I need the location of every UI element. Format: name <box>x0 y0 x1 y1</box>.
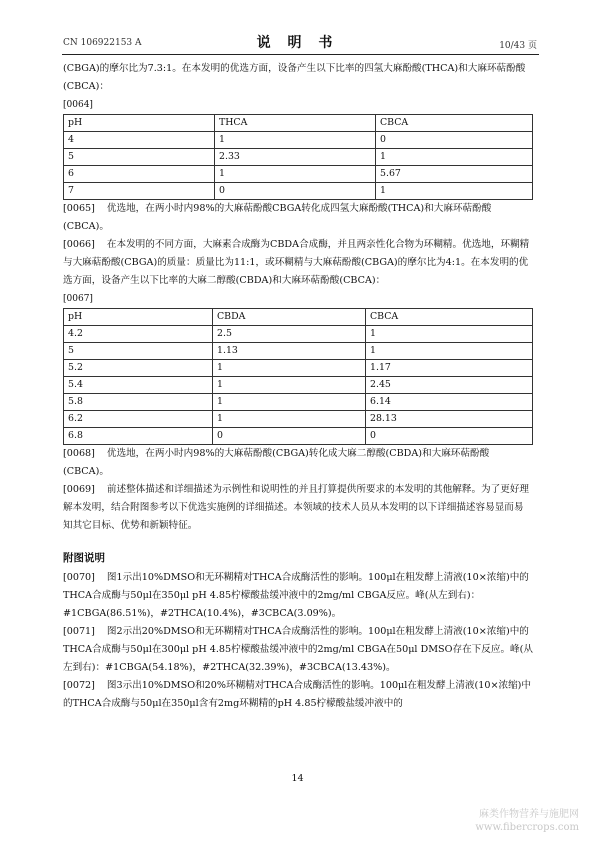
table-row <box>64 132 533 149</box>
table-row <box>64 166 533 183</box>
paragraph-text: 图2示出20%DMSO和无环糊精对THCA合成酶活性的影响。100μl在粗发酵上清液(10×浓缩)中的THCA合成酶与50μl在300μl pH 4.85柠檬酸盐缓冲液中的2mg/ml CBGA在50μl DMSO存在下反应。峰(从左到右)：#1CBGA(54.18%)，#2THCA(32.39%)，#3CBCA(13.43%)。 <box>63 626 533 673</box>
table-cell: 28.13 <box>366 411 533 428</box>
table-row <box>64 377 533 394</box>
table-cell: 7 <box>64 183 215 200</box>
table-cell: 1.13 <box>213 343 366 360</box>
paragraph-text: 优选地，在两小时内98%的大麻萜酚酸CBGA转化成四氢大麻酚酸(THCA)和大麻环萜酚酸(CBCA)。 <box>63 203 492 232</box>
paragraph-number: [0066] <box>63 239 95 250</box>
table-cell: 1 <box>376 183 533 200</box>
table-cell: 1 <box>366 343 533 360</box>
table-cell: 0 <box>366 428 533 445</box>
paragraph-text: 在本发明的不同方面，大麻素合成酶为CBDA合成酶，并且两亲性化合物为环糊精。优选地，环糊精与大麻萜酚酸(CBGA)的质量：质量比为11:1，或环糊精与大麻萜酚酸(CBGA)的摩尔比为4:1。在本发明的优选方面，设备产生以下比率的大麻二醇酸(CBDA)和大麻环萜酚酸(CBCA)： <box>63 239 530 286</box>
intro-paragraph: (CBGA)的摩尔比为7.3:1。在本发明的优选方面，设备产生以下比率的四氢大麻酚酸(THCA)和大麻环萜酚酸(CBCA)： <box>63 63 526 92</box>
paragraph-text: 图3示出10%DMSO和20%环糊精对THCA合成酶活性的影响。100μl在粗发酵上清液(10×浓缩)中的THCA合成酶与50μl在350μl含有2mg环糊精的pH 4.85柠檬酸盐缓冲液中的 <box>63 680 532 709</box>
table-cell: 1 <box>213 394 366 411</box>
table-header-cell: pH <box>64 309 213 326</box>
table-cell: 5 <box>64 149 215 166</box>
table-cell: 1 <box>213 377 366 394</box>
ratio-table-cbda-cbca <box>63 308 533 445</box>
table-row <box>64 360 533 377</box>
paragraph-number: [0070] <box>63 572 95 583</box>
table-row <box>64 394 533 411</box>
table-cell: 1.17 <box>366 360 533 377</box>
table-cell: 2.5 <box>213 326 366 343</box>
paragraph-0065 <box>63 200 533 236</box>
watermark-line-1: 麻类作物营养与施肥网 <box>479 809 579 820</box>
table-cell: 1 <box>213 411 366 428</box>
paragraph-tag-0067: [0067] <box>63 294 93 304</box>
table-row <box>64 149 533 166</box>
table-header-row <box>64 115 533 132</box>
watermark <box>475 808 579 834</box>
table-cell: 1 <box>213 360 366 377</box>
table-cell: 2.45 <box>366 377 533 394</box>
table-cell: 5 <box>64 343 213 360</box>
ratio-table-thca-cbca <box>63 114 533 200</box>
table-cell: 6.14 <box>366 394 533 411</box>
table-cell: 5.2 <box>64 360 213 377</box>
table-header-cell: CBDA <box>213 309 366 326</box>
table-cell: 5.4 <box>64 377 213 394</box>
paragraph-0070 <box>63 569 533 623</box>
paragraph-0069 <box>63 481 533 535</box>
document-title: 说 明 书 <box>256 35 339 51</box>
table-row <box>64 428 533 445</box>
header-divider <box>62 54 539 55</box>
paragraph-0071 <box>63 623 533 677</box>
paragraph-tag-0064: [0064] <box>63 100 93 110</box>
table-cell: 6.2 <box>64 411 213 428</box>
table-header-row <box>64 309 533 326</box>
table-row <box>64 411 533 428</box>
table-row <box>64 183 533 200</box>
table-cell: 0 <box>213 428 366 445</box>
table-header-cell: THCA <box>215 115 376 132</box>
table-cell: 2.33 <box>215 149 376 166</box>
table-cell: 6 <box>64 166 215 183</box>
table-cell: 4.2 <box>64 326 213 343</box>
page-body <box>63 60 533 713</box>
table-header-cell: CBCA <box>366 309 533 326</box>
table-cell: 0 <box>215 183 376 200</box>
paragraph-number: [0069] <box>63 484 95 495</box>
table-cell: 5.8 <box>64 394 213 411</box>
table-cell: 1 <box>215 166 376 183</box>
paragraph-0066 <box>63 236 533 290</box>
table-cell: 0 <box>376 132 533 149</box>
table-cell: 1 <box>366 326 533 343</box>
paragraph-text: 优选地，在两小时内98%的大麻萜酚酸(CBGA)转化成大麻二醇酸(CBDA)和大麻环萜酚酸(CBCA)。 <box>63 448 490 477</box>
patent-number: CN 106922153 A <box>63 38 142 48</box>
watermark-line-2: www.fibercrops.com <box>475 822 579 833</box>
table-cell: 1 <box>215 132 376 149</box>
table-header-cell: CBCA <box>376 115 533 132</box>
table-row <box>64 343 533 360</box>
paragraph-number: [0072] <box>63 680 95 691</box>
table-cell: 4 <box>64 132 215 149</box>
page-counter: 10/43 页 <box>499 41 537 51</box>
paragraph-0072 <box>63 677 533 713</box>
paragraph-number: [0071] <box>63 626 95 637</box>
table-cell: 6.8 <box>64 428 213 445</box>
paragraph-0068 <box>63 445 533 481</box>
paragraph-text: 图1示出10%DMSO和无环糊精对THCA合成酶活性的影响。100μl在粗发酵上清液(10×浓缩)中的THCA合成酶与50μl在350μl pH 4.85柠檬酸盐缓冲液中的2mg/ml CBGA反应。峰(从左到右)：#1CBGA(86.51%)，#2THCA(10.4%)，#3CBCA(3.09%)。 <box>63 572 529 619</box>
paragraph-text: 前述整体描述和详细描述为示例性和说明性的并且打算提供所要求的本发明的其他解释。为了更好理解本发明，结合附图参考以下优选实施例的详细描述。本领域的技术人员从本发明的以下详细描述容易显而易知其它目标、优势和新颖特征。 <box>63 484 530 531</box>
table-row <box>64 326 533 343</box>
paragraph-number: [0068] <box>63 448 95 459</box>
paragraph-number: [0065] <box>63 203 95 214</box>
section-heading-figures: 附图说明 <box>63 552 105 564</box>
page-number: 14 <box>291 773 304 784</box>
table-header-cell: pH <box>64 115 215 132</box>
table-cell: 1 <box>376 149 533 166</box>
table-cell: 5.67 <box>376 166 533 183</box>
